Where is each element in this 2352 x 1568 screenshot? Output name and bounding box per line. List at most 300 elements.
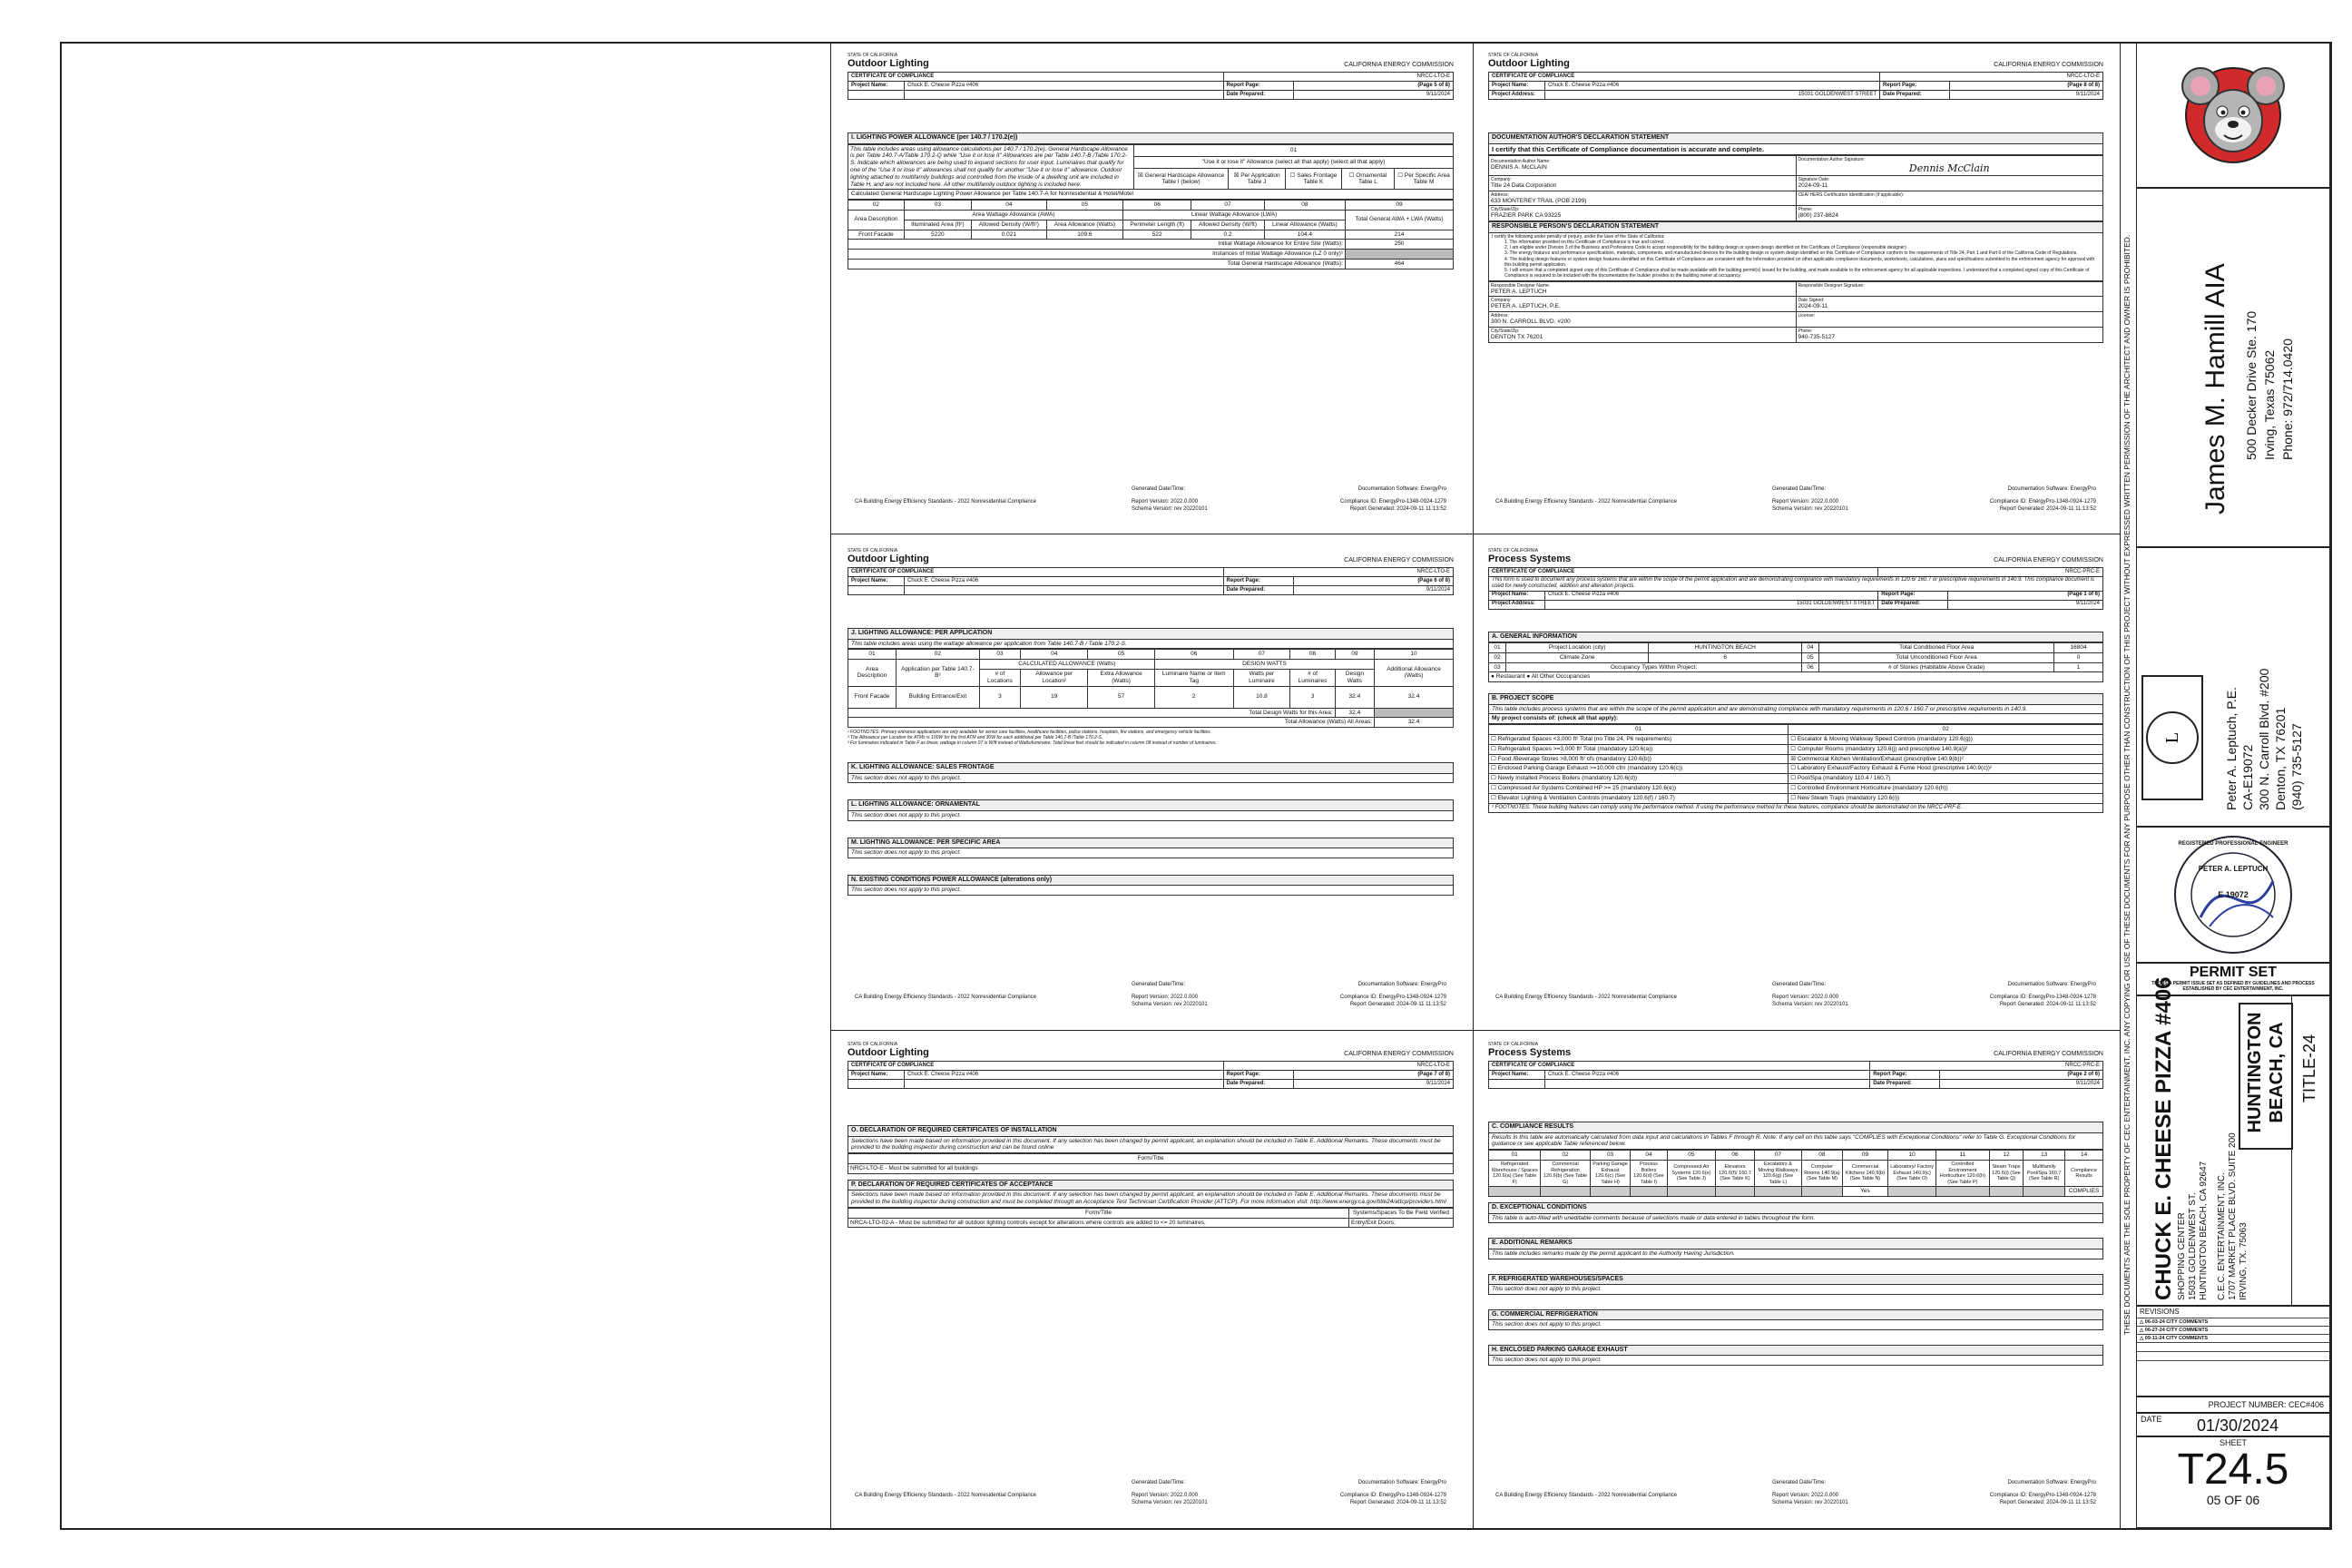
report-version: Report Version: 2022.0.000 <box>1132 499 1199 505</box>
col-num: 02 <box>1541 1151 1590 1161</box>
report-generated: Report Generated: 2024-09-11 11:13:52 <box>1349 1002 1446 1007</box>
th-form: Form/Title <box>848 1154 1454 1164</box>
cell: NRCI-LTO-E - Must be submitted for all buildings <box>848 1163 1454 1173</box>
col-num: 03 <box>1590 1151 1631 1161</box>
cell: 0.021 <box>971 230 1046 240</box>
th: Laboratory/ Factory Exhaust 140.9(c) (See Table O) <box>1888 1160 1936 1186</box>
project-name: Chuck E. Cheese Pizza #406 <box>1545 82 1880 91</box>
allowance-selection-table <box>848 144 1454 191</box>
col-01: 01 <box>1134 144 1454 156</box>
resp-item: 4. The building design features or system design features identified on this Certificate of Compliance are consistent with the information provided on other applicable compliance documents, worksheets, calculations, plans and specifications submitted to the enforcement agency for approval with this building permit application. <box>1504 256 2095 268</box>
col-num: 10 <box>1888 1151 1936 1161</box>
rd-city: DENTON TX 76201 <box>1491 333 1544 340</box>
cell <box>1802 1187 1843 1197</box>
opt-general-hardscape[interactable]: ☒ General Hardscape Allowance Table I (below) <box>1134 169 1229 190</box>
cell: Project Location (city) <box>1506 642 1649 652</box>
th: Process Boilers 120.6(d) (See Table I) <box>1631 1160 1667 1186</box>
section-b-title: B. PROJECT SCOPE <box>1488 693 2103 704</box>
schema-version: Schema Version: rev 20220101 <box>1772 506 1848 512</box>
table-row <box>848 1218 1454 1228</box>
author-company: Title 24 Data Corporation <box>1491 181 1557 189</box>
field-label: Company: <box>1491 298 1512 304</box>
instances-label: Instances of Initial Wattage Allowance (LZ 0 only)¹ <box>848 250 1346 260</box>
th-den: Allowed Density (W/ft²) <box>971 220 1046 230</box>
owner-line2: 1707 MARKET PLACE BLVD. SUITE 200 <box>2228 1132 2238 1300</box>
cell: COMPLIES <box>2065 1187 2103 1197</box>
generated-label: Generated Date/Time: <box>1772 486 1827 492</box>
state-label: STATE OF CALIFORNIA <box>1488 53 1539 58</box>
schema-version: Schema Version: rev 20220101 <box>1132 506 1208 512</box>
table-row[interactable] <box>1489 764 2103 774</box>
cell: 0 <box>2054 652 2103 662</box>
standards-text: CA Building Energy Efficiency Standards - 2022 Nonresidential Compliance <box>855 499 1037 505</box>
col-num: 01 <box>1489 725 1788 735</box>
cell: 10.8 <box>1233 686 1290 708</box>
responsible-declaration-title: RESPONSIBLE PERSON'S DECLARATION STATEMENT <box>1488 221 2103 232</box>
cell: # of Stories (Habitable Above Grade) <box>1819 662 2054 672</box>
revision-text: 09-11-24 CITY COMMENTS <box>2144 1336 2209 1341</box>
project-city: HUNTINGTON BEACH, CA <box>2245 1012 2287 1133</box>
hardscape-allowance-table <box>848 200 1454 270</box>
date-prepared: 9/11/2024 <box>1940 1080 2103 1089</box>
report-version: Report Version: 2022.0.000 <box>1772 499 1839 505</box>
footnote: ³ For luminaires indicated in Table F as linear, wattage in column 07 is W/ft instead of Watts/luminaire. Total linear feet should be indicated in column 08 instead of number of luminaires. <box>848 740 1217 747</box>
report-page-label: Report Page: <box>1223 1071 1293 1080</box>
date-label: DATE <box>2141 1415 2162 1424</box>
project-address-label: Project Address: <box>1489 91 1545 100</box>
rd-phone: 940-735-5127 <box>1798 333 1835 340</box>
opt-label: Per Application Table J <box>1240 172 1280 186</box>
commission-label: CALIFORNIA ENERGY COMMISSION <box>1344 62 1454 68</box>
compliance-id: Compliance ID: EnergyPro-1348-0924-1279 <box>1339 499 1446 505</box>
page-title: Outdoor Lighting <box>848 58 929 69</box>
page-header-table <box>848 1061 1454 1089</box>
cell: Front Facade <box>848 686 897 708</box>
section-m-title: M. LIGHTING ALLOWANCE: PER SPECIFIC AREA <box>848 838 1454 848</box>
section-g-title: G. COMMERCIAL REFRIGERATION <box>1488 1309 2103 1320</box>
report-page-label: Report Page: <box>1223 82 1293 91</box>
commission-label: CALIFORNIA ENERGY COMMISSION <box>1994 1051 2103 1057</box>
project-name-label: Project Name: <box>1489 82 1545 91</box>
col-num: 04 <box>1631 1151 1667 1161</box>
section-l-note: This section does not apply to this project. <box>848 811 1454 821</box>
author-sig-date: 2024-09-11 <box>1798 181 1828 189</box>
table-row <box>1489 662 2103 672</box>
th: # of Locations <box>979 669 1020 686</box>
project-name-label: Project Name: <box>1489 591 1545 600</box>
responsible-text <box>1488 233 2103 281</box>
scope-item[interactable]: ☐ Refrigerated Spaces >=3,000 ft² Total (mandatory 120.6(a)) <box>1489 744 1788 754</box>
field-label: Documentation Author Signature: <box>1798 156 1866 162</box>
compliance-id: Compliance ID: EnergyPro-1348-0924-1279 <box>1339 1493 1446 1498</box>
acceptance-certs-table <box>848 1208 1454 1229</box>
certificate-label: CERTIFICATE OF COMPLIANCE <box>1489 568 1878 577</box>
th-systems: Systems/Spaces To Be Field Verified <box>1349 1208 1454 1218</box>
scope-item[interactable]: ☐ Food /Beverage Stores >8,000 ft² cfs (mandatory 120.6(b)) <box>1489 754 1788 764</box>
project-title: CHUCK E. CHEESE PIZZA #406 <box>2151 976 2176 1300</box>
project-name-label: Project Name: <box>848 82 905 91</box>
cell: 109.6 <box>1046 230 1122 240</box>
footnote: ¹ FOOTNOTES: Primary entrance applications are only available for senior care facilities, healthcare facilities, police stations, hospitals, fire stations, and emergency vehicle facilities. <box>848 730 1212 736</box>
sheet-of: 05 OF 06 <box>2206 1493 2260 1507</box>
use-it-header: "Use it or lose it" Allowance (select all that apply) (select all that apply) <box>1134 156 1454 168</box>
certificate-label: CERTIFICATE OF COMPLIANCE <box>1489 1062 1870 1071</box>
report-version: Report Version: 2022.0.000 <box>1772 1493 1839 1498</box>
project-name: Chuck E. Cheese Pizza #406 <box>1545 591 1878 600</box>
cell: Climate Zone <box>1506 652 1649 662</box>
section-j-title: J. LIGHTING ALLOWANCE: PER APPLICATION <box>848 628 1454 639</box>
permit-set-title: PERMIT SET <box>2189 965 2277 980</box>
page-header-table <box>1488 1061 2103 1089</box>
col-num: 09 <box>1335 650 1374 660</box>
compliance-id: Compliance ID: EnergyPro-1348-0924-1279 <box>1339 995 1446 1000</box>
project-address: 15031 GOLDENWEST STREET <box>1545 600 1878 609</box>
field-label: Address: <box>1491 191 1509 198</box>
field-label: Documentation Author Name: <box>1491 159 1551 165</box>
scope-item[interactable]: ☐ Computer Rooms (mandatory 120.6(j) and prescriptive 140.9(a))² <box>1788 744 2103 754</box>
architect-name: James M. Hamill AIA <box>2200 263 2230 514</box>
rd-address: 300 N. CARROLL BLVD. #200 <box>1491 318 1571 326</box>
author-address: 633 MONTEREY TRAIL (POB 2199) <box>1491 197 1587 204</box>
cell <box>2024 1187 2065 1197</box>
footnote: ² The Allowance per Location for ATMs is 100W for the first ATM and 30W for each additional per Table 140.7-B /Table 170.2-S. <box>848 735 1103 741</box>
engineer-address2: Denton, TX 76201 <box>2273 707 2288 810</box>
cell: 04 <box>1802 642 1819 652</box>
page-footer <box>855 486 1446 521</box>
project-name: Chuck E. Cheese Pizza #406 <box>1545 1071 1870 1080</box>
cell: 3 <box>1290 686 1335 708</box>
title-divider <box>2291 995 2292 1306</box>
report-page-label: Report Page: <box>1880 82 1950 91</box>
section-n-title: N. EXISTING CONDITIONS POWER ALLOWANCE (alterations only) <box>848 875 1454 886</box>
chuck-e-cheese-logo <box>2137 43 2329 188</box>
report-generated: Report Generated: 2024-09-11 11:13:52 <box>1349 506 1446 512</box>
page-title: Outdoor Lighting <box>848 1047 929 1058</box>
commission-label: CALIFORNIA ENERGY COMMISSION <box>1994 557 2103 564</box>
cell: Front Facade <box>848 230 905 240</box>
grid-hline-2 <box>830 1030 2120 1031</box>
section-d-title: D. EXCEPTIONAL CONDITIONS <box>1488 1202 2103 1213</box>
col-num: 03 <box>904 201 971 211</box>
col-num: 01 <box>848 650 897 660</box>
cell: 522 <box>1123 230 1191 240</box>
col-num: 12 <box>1989 1151 2023 1161</box>
cell <box>1489 1187 1541 1197</box>
opt-specific-area[interactable]: ☐ Per Specific Area Table M <box>1394 169 1453 190</box>
scope-item[interactable]: ☐ Newly Installed Process Boilers (mandatory 120.6(d)) <box>1489 774 1788 784</box>
software-label: Documentation Software: EnergyPro <box>1357 1480 1446 1485</box>
total-design-label: Total Design Watts for this Area: <box>848 708 1336 718</box>
field-label: Responsible Designer Signature: <box>1798 282 1865 289</box>
field-label: Company: <box>1491 176 1512 182</box>
cell: 06 <box>1802 662 1819 672</box>
report-version: Report Version: 2022.0.000 <box>1132 995 1199 1000</box>
resp-item: 1. The information provided on this Certificate of Compliance is true and correct. <box>1504 239 1665 245</box>
revision-text: 06-03-24 CITY COMMENTS <box>2144 1319 2209 1325</box>
revision-item: △ 06-03-24 CITY COMMENTS <box>2137 1318 2329 1326</box>
owner-line3: IRVING, TX. 75063 <box>2239 1222 2249 1300</box>
cell: 01 <box>1489 642 1506 652</box>
th-aw: Area Allowance (Watts) <box>1046 220 1122 230</box>
table-row[interactable] <box>1489 754 2103 764</box>
software-label: Documentation Software: EnergyPro <box>2007 1480 2096 1485</box>
col-num: 06 <box>1716 1151 1755 1161</box>
software-label: Documentation Software: EnergyPro <box>1357 486 1446 492</box>
cell: 32.4 <box>1375 686 1454 708</box>
cell: 5220 <box>904 230 971 240</box>
field-label: Signature Date: <box>1798 176 1830 182</box>
scope-item[interactable]: ☐ Pool/Spa (mandatory 110.4 / 160.7) <box>1788 774 2103 784</box>
cell: 6 <box>1649 652 1802 662</box>
compliance-id: Compliance ID: EnergyPro-1348-0924-1279 <box>1989 499 2096 505</box>
section-a-title: A. GENERAL INFORMATION <box>1488 632 2103 642</box>
col-num: 07 <box>1233 650 1290 660</box>
seal-name: PETER A. LEPTUCH <box>2198 865 2269 873</box>
cell <box>1631 1187 1667 1197</box>
date-prepared: 9/11/2024 <box>1293 91 1453 100</box>
certify-text: I certify that this Certificate of Compliance documentation is accurate and complete. <box>1488 144 2103 155</box>
cell: 19 <box>1021 686 1088 708</box>
date-prepared: 9/11/2024 <box>1950 91 2103 100</box>
schema-version: Schema Version: rev 20220101 <box>1132 1002 1208 1007</box>
cell: Total Unconditioned Floor Area <box>1819 652 2054 662</box>
date-prepared-label: Date Prepared: <box>1870 1080 1940 1089</box>
form-code: NRCC-PRC-E <box>1878 568 2103 577</box>
field-label: City/State/Zip: <box>1491 328 1520 334</box>
compliance-id: Compliance ID: EnergyPro-1348-0924-1278 <box>1989 1493 2096 1498</box>
report-page: (Page 8 of 8) <box>1950 82 2103 91</box>
total-allowance-label: Total Allowance (Watts) All Areas: <box>848 718 1375 728</box>
date-prepared: 9/11/2024 <box>1293 586 1453 595</box>
field-label: City/State/Zip: <box>1491 207 1520 213</box>
cell: 57 <box>1088 686 1155 708</box>
cell: 0.2 <box>1191 230 1264 240</box>
certificate-label: CERTIFICATE OF COMPLIANCE <box>848 568 1224 577</box>
col-num: 07 <box>1754 1151 1801 1161</box>
th: Application per Table 140.7-B³ <box>896 660 979 686</box>
th-la: Linear Allowance (Watts) <box>1264 220 1345 230</box>
architect-phone: Phone: 972/714.0420 <box>2280 338 2295 460</box>
sheet-box <box>2136 1436 2330 1528</box>
project-line1: SHOPPING CENTER <box>2177 1212 2187 1300</box>
author-signature: Dennis McClain <box>1908 162 1990 174</box>
scope-item[interactable]: ☐ Compressed Air Systems Combined HP >= 25 (mandatory 120.6(e)) <box>1489 783 1788 793</box>
logo-box <box>2136 42 2330 189</box>
field-label: Address: <box>1491 313 1509 319</box>
standards-text: CA Building Energy Efficiency Standards - 2022 Nonresidential Compliance <box>1495 499 1678 505</box>
field-label: Date Signed: <box>1798 298 1825 304</box>
section-n-note: This section does not apply to this project. <box>848 886 1454 896</box>
th-ld: Allowed Density (W/ft) <box>1191 220 1264 230</box>
th: Luminaire Name or Item Tag <box>1154 669 1233 686</box>
col-num: 04 <box>1021 650 1088 660</box>
state-label: STATE OF CALIFORNIA <box>1488 1042 1539 1047</box>
state-label: STATE OF CALIFORNIA <box>848 1042 898 1047</box>
permit-set-note: THIS IS A PERMIT ISSUE SET AS DEFINED BY GUIDELINES AND PROCESS ESTABLISHED BY CEC ENTERTAINMENT, INC. <box>2151 981 2315 992</box>
date-prepared-label: Date Prepared: <box>1223 91 1293 100</box>
grid-vline-mid <box>1473 42 1474 1528</box>
field-label: Phone: <box>1798 328 1813 334</box>
field-label: Responsible Designer Name: <box>1491 282 1551 289</box>
date-prepared-label: Date Prepared: <box>1223 586 1293 595</box>
col-num: 11 <box>1936 1151 1989 1161</box>
form-code: NRCC-LTO-E <box>1223 568 1453 577</box>
scope-item[interactable]: ☐ New Steam Traps (mandatory 120.6(i)) <box>1788 793 2103 803</box>
th-area: Area Description <box>848 210 905 230</box>
th: Extra Allowance (Watts) <box>1088 669 1155 686</box>
scope-item[interactable]: ☐ Refrigerated Spaces <3,000 ft² Total (no Title 24, P6 requirements) <box>1489 734 1788 744</box>
scope-item[interactable]: ☒ Commercial Kitchen Ventilation/Exhaust (prescriptive 140.9(b))² <box>1788 754 2103 764</box>
page-footer <box>1495 486 2096 521</box>
report-page-label: Report Page: <box>1870 1071 1940 1080</box>
sheet-label: SHEET <box>2219 1438 2247 1447</box>
section-b-footnote: ¹ FOOTNOTES: These building features can comply using the performance method. If using the performance method for these features, compliance should be demonstrated on the NRCC-PRF-E. <box>1488 804 2103 813</box>
calc-label: Calculated General Hardscape Lighting Power Allowance per Table 140.7-A for Nonresidential & Hotel/Motel <box>848 190 1454 200</box>
cell <box>1716 1187 1755 1197</box>
field-label: Phone: <box>1798 207 1813 213</box>
report-page: (Page 1 of 6) <box>1948 591 2103 600</box>
table-row <box>1489 642 2103 652</box>
scope-item[interactable]: ☐ Controlled Environment Horticulture (mandatory 120.6(h)) <box>1788 783 2103 793</box>
col-num: 01 <box>1489 1151 1541 1161</box>
section-c-note: Results in this table are automatically calculated from data input and calculations in Tables F through R. Note: If any cell on this table says "COMPLIES with Exceptional Conditions" refer to Table G. Exceptional Conditions for guidance or see applicable Table referenced below. <box>1488 1133 2103 1151</box>
section-e-title: E. ADDITIONAL REMARKS <box>1488 1238 2103 1249</box>
section-k-note: This section does not apply to this project. <box>848 774 1454 784</box>
date-box <box>2136 1412 2330 1437</box>
architect-address1: 500 Decker Drive Ste. 170 <box>2244 310 2259 460</box>
standards-text: CA Building Energy Efficiency Standards - 2022 Nonresidential Compliance <box>1495 1493 1678 1498</box>
col-num: 13 <box>2024 1151 2065 1161</box>
project-number: PROJECT NUMBER: CEC#406 <box>2208 1400 2324 1409</box>
certificate-label: CERTIFICATE OF COMPLIANCE <box>848 73 1224 82</box>
section-b-sub: My project consists of: (check all that apply): <box>1488 714 2103 724</box>
initial-allowance-value: 250 <box>1346 240 1454 250</box>
form-code: NRCC-PRC-E <box>1870 1062 2103 1071</box>
compliance-results-table <box>1488 1150 2103 1197</box>
form-code: NRCC-LTO-E <box>1223 73 1453 82</box>
opt-sales-frontage[interactable]: ☐ Sales Frontage Table K <box>1286 169 1342 190</box>
page-process-systems-2 <box>1488 1042 2103 1518</box>
cell: 104.4 <box>1264 230 1345 240</box>
section-j-note: This table includes areas using the wattage allowance per application from Table 140.7-B / Table 170.2-S. <box>848 640 1454 650</box>
table-row[interactable] <box>1489 783 2103 793</box>
report-page: (Page 2 of 6) <box>1940 1071 2103 1080</box>
generated-label: Generated Date/Time: <box>1132 1480 1186 1485</box>
table-row[interactable] <box>1489 734 2103 744</box>
table-row[interactable] <box>1489 744 2103 754</box>
scope-item[interactable]: ☐ Laboratory Exhaust/Factory Exhaust & Fume Hood (prescriptive 140.9(c))² <box>1788 764 2103 774</box>
cell: HUNTINGTON BEACH <box>1649 642 1802 652</box>
table-row[interactable] <box>1489 774 2103 784</box>
page-title: Outdoor Lighting <box>848 554 929 564</box>
field-label: License: <box>1798 313 1816 319</box>
seal-number: E 19072 <box>2218 890 2249 899</box>
section-i-title: I. LIGHTING POWER ALLOWANCE (per 140.7 / 170.2(e)) <box>848 132 1454 143</box>
section-i-note: This table includes areas using allowance calculations per 140.7 / 170.2(e). General Hardscape Allowance is per Table 140.7-A/Table 170.2-Q while "Use it or lose it" Allowances are per Table 140.7-B /Table 170.2-S. Indicate which allowances are being used to expand sections for user input. Luminaires that qualify for one of the "Use it or lose it" allowances shall not qualify for another "Use it or lose it" allowance. Outdoor lighting attached to multifamily buildings and controlled from the inside of a dwelling unit are included in Table H, and are not included here. All other multifamily outdoor lighting is included here. <box>848 144 1134 190</box>
total-hardscape-label: Total General Hardscape Allowance (Watts): <box>848 259 1346 269</box>
disclaimer-text: THESE DOCUMENTS ARE THE SOLE PROPERTY OF CEC ENTERTAINMENT, INC. ANY COPYING OR USE OF THESE DOCUMENTS FOR ANY PURPOSE OTHER THAN CONSTRUCTION OF THIS PROJECT WITHOUT EXPRESSED WRITTEN PERMISSION OF THE ARCHITECT AND OWNER IS PROHIBITED. <box>2122 234 2132 1336</box>
scope-item[interactable]: ☐ Enclosed Parking Garage Exhaust >=10,000 cfm (mandatory 120.6(c)) <box>1489 764 1788 774</box>
col-num: 09 <box>1346 201 1454 211</box>
th: Multifamily Pool/Spa 160.7 (See Table R) <box>2024 1160 2065 1186</box>
th: Steam Traps 120.6(i) (See Table Q) <box>1989 1160 2023 1186</box>
th-ill: Illuminated Area (ft²) <box>904 220 971 230</box>
col-num: 05 <box>1046 201 1122 211</box>
total-hardscape-value: 464 <box>1346 259 1454 269</box>
page-title: Process Systems <box>1488 1047 1572 1058</box>
scope-item[interactable]: ☐ Escalator & Moving Walkway Speed Controls (mandatory 120.6(g)) <box>1788 734 2103 744</box>
th: Controlled Environment Horticulture 120.6(h) (See Table P) <box>1936 1160 1989 1186</box>
cell: 32.4 <box>1335 686 1374 708</box>
standards-text: CA Building Energy Efficiency Standards - 2022 Nonresidential Compliance <box>1495 995 1678 1000</box>
page-footer <box>855 982 1446 1016</box>
seal-text: REGISTERED PROFESSIONAL ENGINEER <box>2178 841 2288 847</box>
rd-name: PETER A. LEPTUCH <box>1491 288 1547 295</box>
th: Compressed Air Systems 120.6(e) (See Table J) <box>1667 1160 1716 1186</box>
grid-vline-left <box>830 42 831 1528</box>
generated-label: Generated Date/Time: <box>1772 1480 1827 1485</box>
col-num: 05 <box>1667 1151 1716 1161</box>
project-address: 15031 GOLDENWEST STREET <box>1545 91 1880 100</box>
th: Computer Rooms 140.9(a) (See Table M) <box>1802 1160 1843 1186</box>
revision-item: △ 06-27-24 CITY COMMENTS <box>2137 1326 2329 1334</box>
report-version: Report Version: 2022.0.000 <box>1132 1493 1199 1498</box>
state-label: STATE OF CALIFORNIA <box>1488 548 1539 554</box>
date-prepared: 9/11/2024 <box>1948 600 2103 609</box>
section-f-title: F. REFRIGERATED WAREHOUSES/SPACES <box>1488 1274 2103 1285</box>
field-label: CEA/ HERS Certification Identification (if applicable): <box>1798 191 1905 198</box>
occupancy-types: ● Restaurant ● All Other Occupancies <box>1489 672 2103 682</box>
report-generated: Report Generated: 2024-09-11 11:13:52 <box>1999 506 2096 512</box>
rd-date: 2024-09-11 <box>1798 303 1828 310</box>
standards-text: CA Building Energy Efficiency Standards - 2022 Nonresidential Compliance <box>855 995 1037 1000</box>
col-num: 02 <box>896 650 979 660</box>
opt-ornamental[interactable]: ☐ Ornamental Table L <box>1341 169 1394 190</box>
revisions-title: REVISIONS <box>2140 1308 2180 1316</box>
author-table <box>1488 155 2103 222</box>
generated-label: Generated Date/Time: <box>1132 982 1186 987</box>
col-num: 02 <box>848 201 905 211</box>
schema-version: Schema Version: rev 20220101 <box>1772 1500 1848 1505</box>
section-h-title: H. ENCLOSED PARKING GARAGE EXHAUST <box>1488 1345 2103 1356</box>
th-calc: CALCULATED ALLOWANCE (Watts) <box>979 660 1154 670</box>
page-outdoor-lighting-7 <box>848 1042 1454 1518</box>
col-num: 10 <box>1375 650 1454 660</box>
table-row[interactable] <box>1489 793 2103 803</box>
cell: 16804 <box>2054 642 2103 652</box>
engineer-license: CA-E19072 <box>2240 744 2255 810</box>
schema-version: Schema Version: rev 20220101 <box>1132 1500 1208 1505</box>
opt-label: Ornamental Table L <box>1356 172 1387 186</box>
scope-item[interactable]: ☐ Elevator Lighting & Ventilation Controls (mandatory 120.6(f) / 160.7) <box>1489 793 1788 803</box>
section-g-note: This section does not apply to this project. <box>1488 1320 2103 1330</box>
architect-address2: Irving, Texas 75062 <box>2262 349 2277 460</box>
th: Elevators 120.6(f)/ 160.7 (See Table K) <box>1716 1160 1755 1186</box>
standards-text: CA Building Energy Efficiency Standards - 2022 Nonresidential Compliance <box>855 1493 1037 1498</box>
revision-item: △ 09-11-24 CITY COMMENTS <box>2137 1334 2329 1342</box>
engineer-logo-icon <box>2141 674 2204 801</box>
cell <box>1541 1187 1590 1197</box>
cell: 3 <box>979 686 1020 708</box>
th-total: Total General AWA + LWA (Watts) <box>1346 210 1454 230</box>
cell: Yes <box>1842 1187 1887 1197</box>
intro-text: This form is used to document any process systems that are within the scope of the permit application and are demonstrating compliance with mandatory requirements in 120.6/ 160.7 or prescriptive requirements in 140.9. This compliance document is used for newly constructed, addition and alteration projects. <box>1489 577 2103 591</box>
opt-per-application[interactable]: ☒ Per Application Table J <box>1229 169 1286 190</box>
page-outdoor-lighting-8 <box>1488 53 2103 524</box>
initial-allowance-label: Initial Wattage Allowance for Entire Site (Watts): <box>848 240 1346 250</box>
section-m-note: This section does not apply to this project. <box>848 848 1454 858</box>
section-k-title: K. LIGHTING ALLOWANCE: SALES FRONTAGE <box>848 762 1454 773</box>
